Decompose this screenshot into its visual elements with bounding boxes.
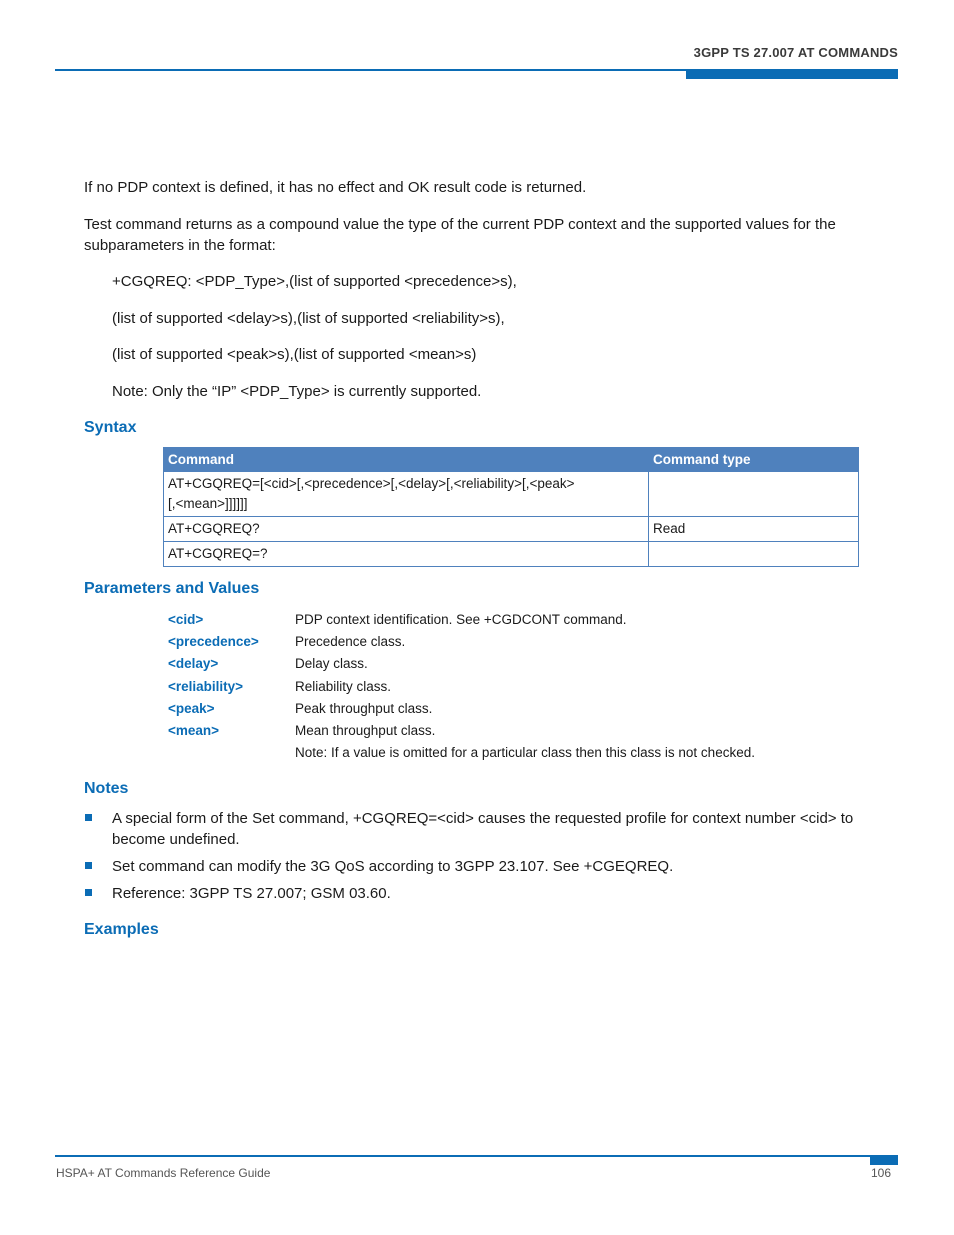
paragraph-test-command-cont: subparameters in the format:: [84, 237, 276, 254]
column-header-command-type: Command type: [649, 448, 859, 472]
table-row: [164, 472, 859, 517]
param-description: Reliability class.: [295, 678, 392, 694]
list-item: [168, 720, 755, 742]
param-name: <mean>: [168, 722, 220, 738]
param-name: <delay>: [168, 656, 219, 672]
list-item: [84, 883, 884, 904]
pdp-type-note: Note: Only the “IP” <PDP_Type> is currently supported.: [112, 383, 482, 400]
note-text: Set command can modify the 3G QoS according to 3GPP 23.107. See +CGEQREQ.: [112, 858, 674, 875]
command-text-cont: [,<mean>]]]]]]: [168, 496, 248, 511]
paragraph-no-context: If no PDP context is defined, it has no effect and OK result code is returned.: [84, 179, 587, 196]
list-item: [168, 631, 755, 653]
param-description: Delay class.: [295, 656, 368, 672]
square-bullet-icon: [85, 814, 92, 821]
footer-accent-bar: [870, 1155, 898, 1165]
examples-heading: Examples: [84, 921, 159, 938]
param-description: PDP context identification. See +CGDCONT command.: [295, 612, 627, 627]
command-cell: [164, 472, 649, 517]
list-item: [84, 856, 884, 877]
param-name: <peak>: [168, 700, 215, 716]
notes-list: [84, 808, 884, 910]
command-type-cell: Read: [649, 517, 859, 542]
list-item: [84, 808, 884, 850]
table-row: [164, 542, 859, 567]
list-item: [168, 653, 755, 675]
parameters-heading: Parameters and Values: [84, 580, 260, 597]
list-item: [168, 609, 755, 631]
param-name: <precedence>: [168, 634, 259, 650]
command-type-cell: [649, 542, 859, 567]
param-description: Peak throughput class.: [295, 700, 433, 716]
format-line-2: (list of supported <delay>s),(list of supported <reliability>s),: [112, 310, 505, 327]
table-header-row: [164, 448, 859, 472]
command-cell: AT+CGQREQ=?: [164, 542, 649, 567]
command-text: AT+CGQREQ=[<cid>[,<precedence>[,<delay>[,<reliability>[,<peak>: [168, 476, 575, 491]
format-line-3: (list of supported <peak>s),(list of supported <mean>s): [112, 346, 477, 363]
square-bullet-icon: [85, 862, 92, 869]
note-text: A special form of the Set command, +CGQREQ=<cid> causes the requested profile for context number <cid> to become undefined.: [112, 810, 854, 848]
footer-title: HSPA+ AT Commands Reference Guide: [56, 1166, 271, 1180]
command-type-cell: [649, 472, 859, 517]
footer-rule: [55, 1155, 898, 1157]
page-number: 106: [870, 1166, 891, 1180]
format-line-1: +CGQREQ: <PDP_Type>,(list of supported <precedence>s),: [112, 273, 517, 290]
syntax-heading: Syntax: [84, 419, 137, 436]
list-item: [168, 676, 755, 698]
syntax-table: [163, 447, 859, 567]
note-text: Reference: 3GPP TS 27.007; GSM 03.60.: [112, 885, 391, 902]
param-name-empty: [168, 742, 295, 764]
param-name: <cid>: [168, 612, 204, 627]
command-cell: AT+CGQREQ?: [164, 517, 649, 542]
param-description: Precedence class.: [295, 634, 406, 650]
list-item: [168, 698, 755, 720]
table-row: [164, 517, 859, 542]
header-accent-bar: [686, 69, 898, 79]
param-description: Mean throughput class.: [295, 722, 436, 738]
param-name: <reliability>: [168, 678, 244, 694]
square-bullet-icon: [85, 889, 92, 896]
column-header-command: Command: [164, 448, 649, 472]
running-header: 3GPP TS 27.007 AT COMMANDS: [693, 45, 898, 60]
paragraph-test-command: Test command returns as a compound value the type of the current PDP context and the supported values for the: [84, 216, 836, 233]
parameters-list: [168, 609, 755, 764]
param-note: Note: If a value is omitted for a particular class then this class is not checked.: [295, 745, 755, 761]
notes-heading: Notes: [84, 780, 129, 797]
list-item: [168, 742, 755, 764]
